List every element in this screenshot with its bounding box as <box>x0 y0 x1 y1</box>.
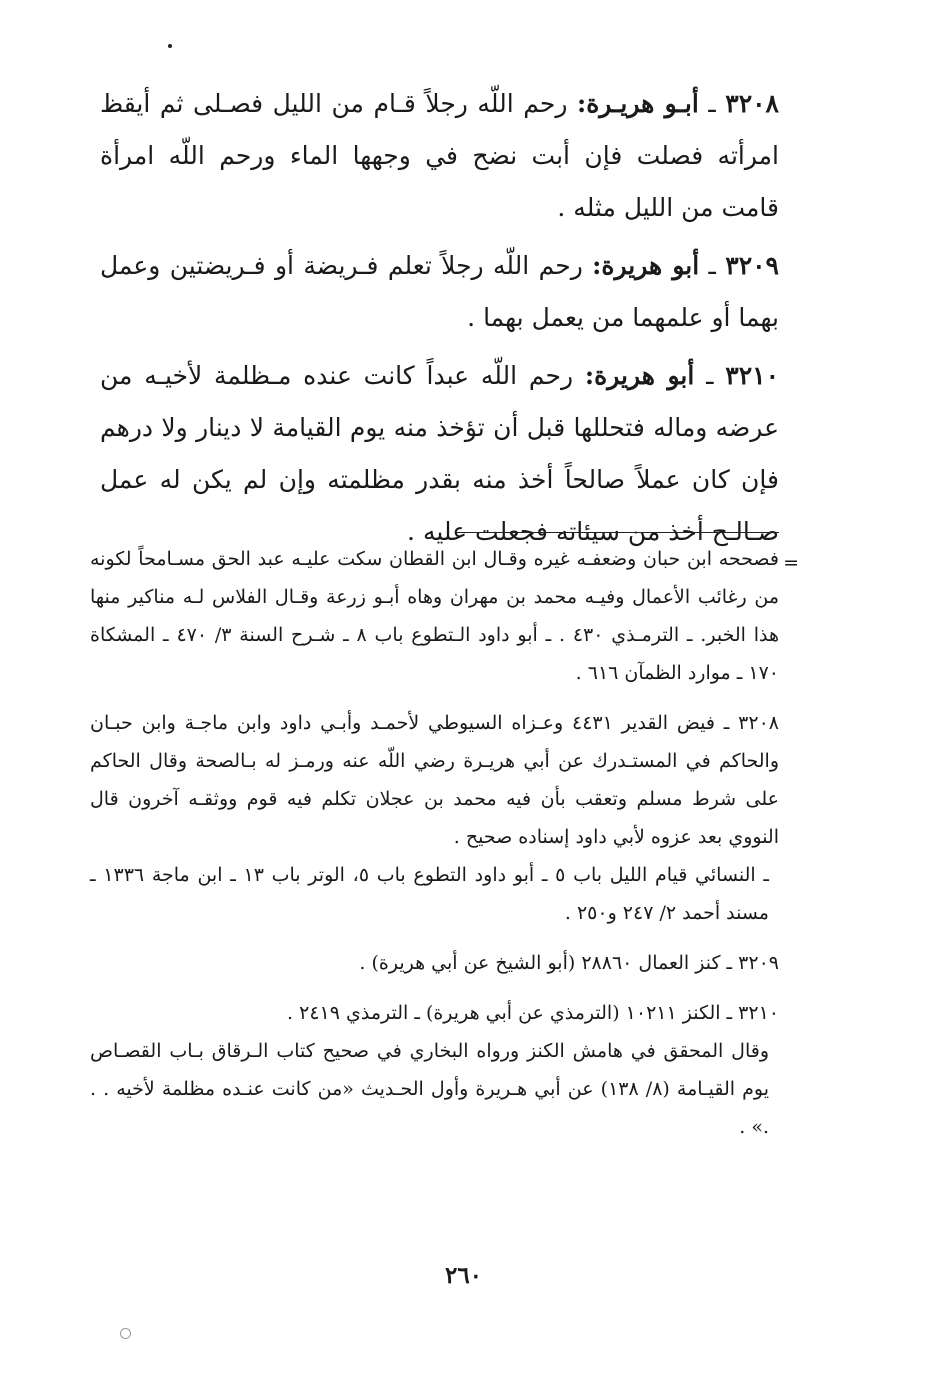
hadith-3210 <box>100 350 779 558</box>
footnote-3208-sources <box>90 856 779 932</box>
footnote-continuation <box>90 540 799 692</box>
main-text <box>100 78 779 564</box>
hadith-narrator: أبـو هريـرة: <box>576 89 699 118</box>
ink-speck <box>168 44 172 48</box>
hadith-text: رحم اللّه عبداً كانت عنده مـظلمة لأخيـه من عرضه وماله فتحللها قبل أن تؤخذ منه يوم القيامة لا دينار ولا درهم فإن كان عملاً صالحاً أخذ منه بقدر مظلمته وإن لم يكن له عمل صـالـح أخذ من سيئاته فجعلت عليه . <box>100 361 779 546</box>
hadith-3209 <box>100 240 779 344</box>
dash: ـ <box>694 361 714 390</box>
dash: ـ <box>698 89 716 118</box>
dash: ـ <box>699 251 716 280</box>
scan-mark <box>120 1328 131 1339</box>
hadith-number: ٣٢٠٨ <box>725 89 779 118</box>
hadith-number: ٣٢٠٩ <box>725 251 779 280</box>
continuation-mark: = <box>783 552 799 574</box>
hadith-text: رحم اللّه رجلاً قـام من الليل فصـلى ثم أيقظ امرأته فصلت فإن أبت نضح في وجهها الماء ورحم اللّه امرأة قامت من الليل مثله . <box>100 89 779 222</box>
hadith-number: ٣٢١٠ <box>725 361 779 390</box>
footnote-3208 <box>90 704 779 856</box>
footnote-text: ـ النسائي قيام الليل باب ٥ ـ أبو داود التطوع باب ٥، الوتر باب ١٣ ـ ابن ماجة ١٣٣٦ ـ مسند أحمد ٢/ ٢٤٧ و٢٥٠ . <box>90 864 769 924</box>
footnote-3209 <box>90 944 779 982</box>
footnotes <box>90 540 799 1146</box>
page-number: ٢٦٠ <box>444 1262 483 1289</box>
footnote-separator <box>455 532 779 533</box>
footnote-text: ٣٢١٠ ـ الكنز ١٠٢١١ (الترمذي عن أبي هريرة) ـ الترمذي ٢٤١٩ . <box>287 1002 779 1024</box>
hadith-narrator: أبو هريرة: <box>584 361 695 390</box>
footnote-text: فصححه ابن حبان وضعفـه غيره وقـال ابن القطان سكت عليـه عبد الحق مسـامحاً لكونه من رغائب الأعمال وفيـه محمد بن مهران وهاه أبـو زرعة وقـال الفلاس لـه مناكير منها هذا الخبر. ـ الترمـذي ٤٣٠ . ـ أبو داود الـتطوع باب ٨ ـ شـرح السنة ٣/ ٤٧٠ ـ المشكاة ١٧٠ ـ موارد الظمآن ٦١٦ . <box>90 548 779 684</box>
footnote-text: وقال المحقق في هامش الكنز ورواه البخاري في صحيح كتاب الـرقاق بـاب القصـاص يوم القيـامة (٨/ ١٣٨) عن أبي هـريرة وأول الحـديث «من كانت عنـده مظلمة لأخيه . . .» . <box>90 1040 769 1138</box>
footnote-3210 <box>90 994 779 1032</box>
hadith-3208 <box>100 78 779 234</box>
footnote-text: ٣٢٠٨ ـ فيض القدير ٤٤٣١ وعـزاه السيوطي لأحمـد وأبـي داود وابن ماجـة وابن حبـان والحاكم في المستـدرك عن أبي هريـرة رضي اللّه عنه ورمـز له بـالصحة وقال الحاكم على شرط مسلم وتعقب بأن فيه محمد بن عجلان تكلم فيه قوم ووثقـه آخرون قال النووي بعد عزوه لأبي داود إسناده صحيح . <box>90 712 779 848</box>
footnote-3210-remark <box>90 1032 779 1146</box>
footnote-text: ٣٢٠٩ ـ كنز العمال ٢٨٨٦٠ (أبو الشيخ عن أبي هريرة) . <box>359 952 779 974</box>
hadith-text: رحم اللّه رجلاً تعلم فـريضة أو فـريضتين وعمل بهما أو علمهما من يعمل بهما . <box>100 251 779 332</box>
hadith-narrator: أبو هريرة: <box>592 251 700 280</box>
